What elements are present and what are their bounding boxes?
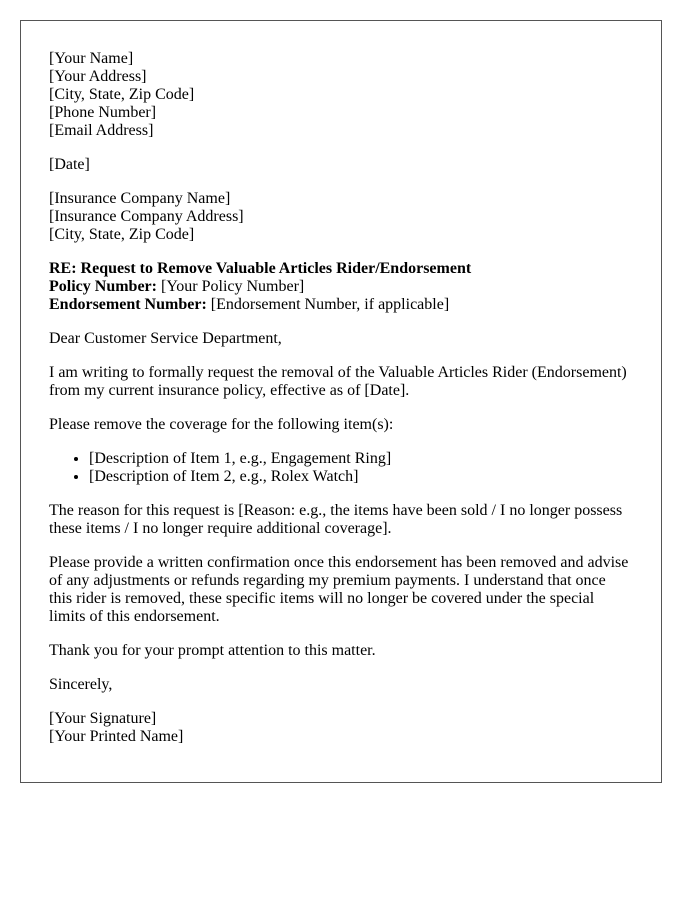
printed-name: [Your Printed Name]: [49, 728, 184, 745]
sender-phone: [Phone Number]: [49, 104, 157, 121]
reason-paragraph: The reason for this request is [Reason: e.g., the items have been sold / I no longer possess these items / I no longer require additional coverage].: [49, 502, 623, 537]
confirmation-paragraph: Please provide a written confirmation once this endorsement has been removed and advise of any adjustments or refunds regarding my premium payments. I understand that once this rider is removed, these specific items will no longer be covered under the special limits of this endorsement.: [49, 554, 629, 625]
intro-paragraph: I am writing to formally request the removal of the Valuable Articles Rider (Endorsement) from my current insurance policy, effective as of [Date].: [49, 364, 627, 399]
sender-name: [Your Name]: [49, 50, 134, 67]
list-item: • [Description of Item 2, e.g., Rolex Watch]: [89, 468, 632, 486]
recipient-block: [49, 190, 632, 244]
subject-line: RE: Request to Remove Valuable Articles Rider/Endorsement: [49, 260, 472, 277]
recipient-name: [Insurance Company Name]: [49, 190, 231, 207]
sender-email: [Email Address]: [49, 122, 154, 139]
recipient-city: [City, State, Zip Code]: [49, 226, 195, 243]
policy-number-value: [Your Policy Number]: [156, 278, 305, 295]
list-item: • [Description of Item 1, e.g., Engagement Ring]: [89, 450, 632, 468]
date: [Date]: [49, 156, 90, 173]
sender-city: [City, State, Zip Code]: [49, 86, 195, 103]
endorsement-number-value: [Endorsement Number, if applicable]: [206, 296, 450, 313]
recipient-address: [Insurance Company Address]: [49, 208, 244, 225]
sender-address: [Your Address]: [49, 68, 147, 85]
endorsement-number-label: Endorsement Number:: [49, 296, 207, 313]
closing: Sincerely,: [49, 676, 113, 693]
signature: [Your Signature]: [49, 710, 157, 727]
items-list: [49, 450, 632, 486]
policy-number-label: Policy Number:: [49, 278, 157, 295]
items-intro: Please remove the coverage for the following item(s):: [49, 416, 394, 433]
subject-block: [49, 260, 632, 314]
thanks-paragraph: Thank you for your prompt attention to this matter.: [49, 642, 376, 659]
signature-block: [49, 710, 632, 746]
salutation: Dear Customer Service Department,: [49, 330, 282, 347]
letter: [20, 20, 662, 783]
sender-block: [49, 50, 632, 140]
